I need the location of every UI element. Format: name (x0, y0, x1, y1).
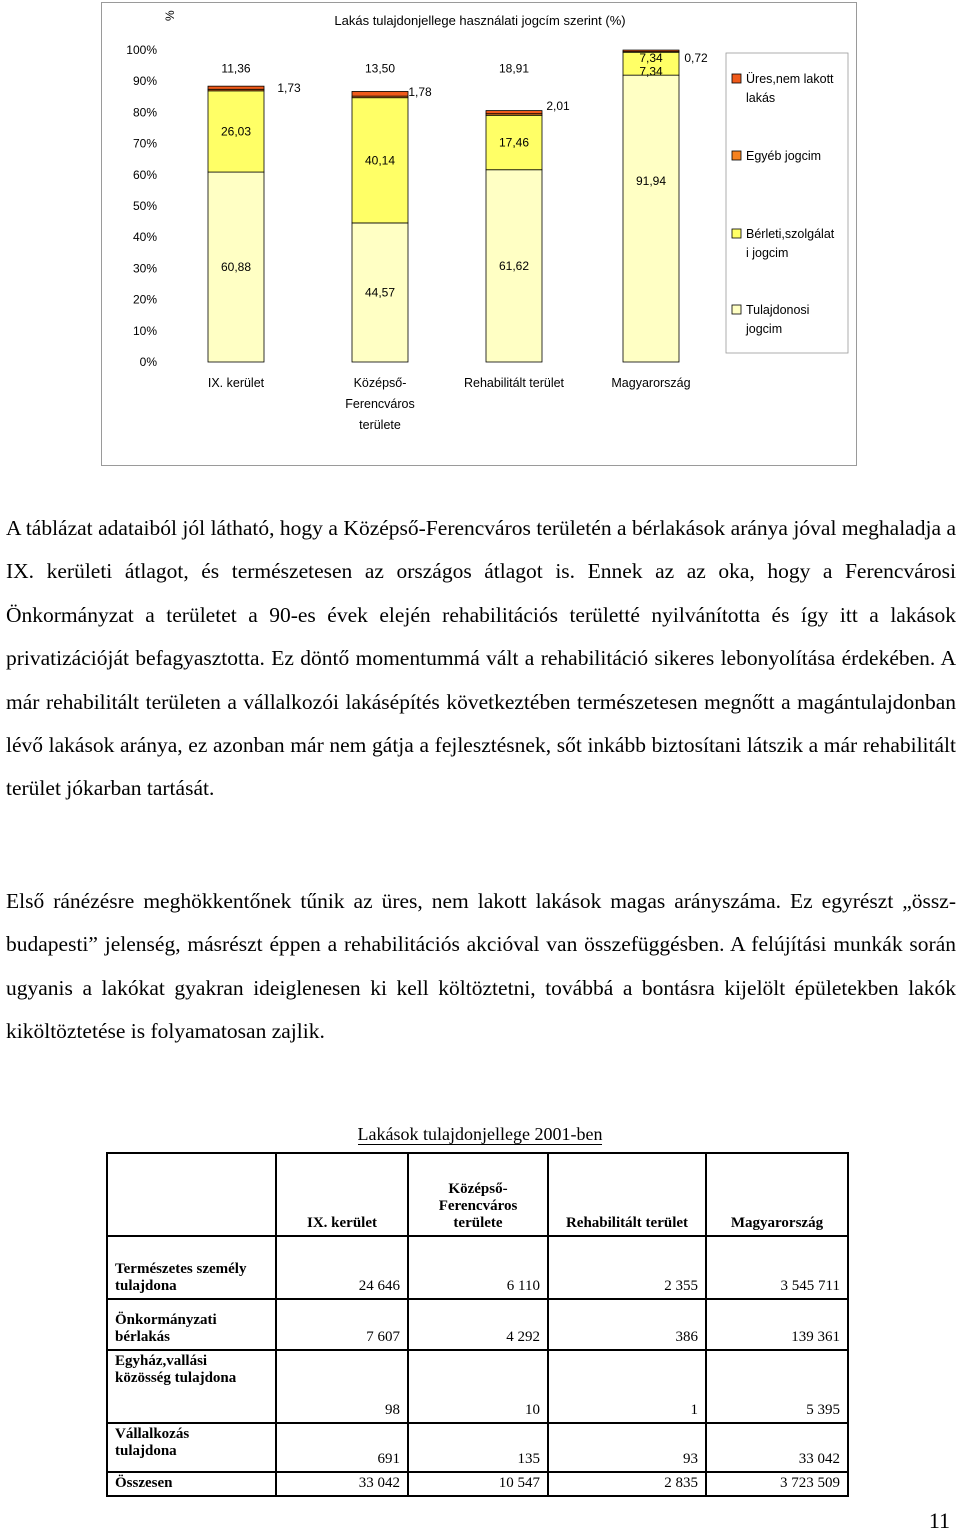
row-label-line1: Vállalkozás (115, 1426, 190, 1442)
cell-rehab: 93 (548, 1423, 706, 1472)
side-data-label: 0,72 (684, 51, 708, 65)
col-header-kf-line2: Ferencváros (438, 1198, 518, 1214)
cell-kf: 4 292 (408, 1299, 548, 1350)
y-tick-label: 30% (132, 261, 157, 276)
table-total-row (107, 1472, 848, 1496)
row-label-line1: Természetes személy (115, 1261, 247, 1277)
col-header-kf-line3: területe (453, 1215, 503, 1231)
side-data-label: 1,78 (408, 85, 432, 99)
row-label-line1: Egyház,vallási (115, 1353, 208, 1369)
legend-label: Üres,nem lakott (746, 72, 834, 86)
x-tick-label: Középső- (353, 376, 407, 390)
row-label (107, 1423, 276, 1472)
col-header-ix: IX. kerület (276, 1153, 408, 1236)
table-header-row (107, 1153, 848, 1236)
y-tick-label: 70% (132, 136, 157, 151)
data-label: 18,91 (498, 61, 530, 76)
total-rehab: 2 835 (548, 1472, 706, 1496)
legend-label: Bérleti,szolgálat (746, 227, 835, 241)
total-kf: 10 547 (408, 1472, 548, 1496)
col-header-kf-line1: Középső- (448, 1181, 508, 1197)
y-tick-label: 10% (132, 323, 157, 338)
legend-label: Tulajdonosi (746, 303, 810, 317)
cell-kf: 10 (408, 1350, 548, 1423)
legend-label: lakás (746, 91, 776, 105)
legend-label: jogcim (746, 322, 783, 336)
row-label (107, 1299, 276, 1350)
x-tick-label: Rehabilitált terület (463, 376, 565, 390)
y-tick-label: 80% (132, 105, 157, 120)
row-label (107, 1350, 276, 1423)
data-label: 7,34 (639, 64, 663, 79)
side-data-label: 1,73 (277, 81, 301, 95)
y-tick-label: 60% (132, 167, 157, 182)
cell-hu: 3 545 711 (706, 1236, 848, 1299)
cell-ix: 691 (276, 1423, 408, 1472)
data-label: 40,14 (364, 153, 396, 168)
x-tick-label: területe (359, 418, 401, 432)
y-tick-label: 0% (139, 355, 157, 369)
cell-ix: 24 646 (276, 1236, 408, 1299)
cell-hu: 139 361 (706, 1299, 848, 1350)
cell-ix: 98 (276, 1350, 408, 1423)
table-row (107, 1236, 848, 1299)
data-label: 44,57 (364, 285, 396, 300)
legend-label: i jogcim (746, 246, 789, 260)
ownership-table (106, 1152, 849, 1497)
legend-swatch (732, 305, 741, 314)
data-label: 61,62 (498, 258, 530, 273)
chart-title: Lakás tulajdonjellege használati jogcím szerint (%) (334, 13, 626, 28)
data-label: 60,88 (220, 260, 252, 275)
cell-rehab: 2 355 (548, 1236, 706, 1299)
col-header-rehab: Rehabilitált terület (548, 1153, 706, 1236)
table-row (107, 1350, 848, 1423)
table-title-text: Lakások tulajdonjellege 2001-ben (357, 1124, 603, 1144)
bar-segment (352, 91, 408, 96)
chart-y-axis-label: % (163, 10, 177, 21)
col-header-kf (408, 1153, 548, 1236)
row-label-line2: tulajdona (115, 1278, 177, 1294)
x-tick-label: Ferencváros (345, 397, 415, 411)
cell-rehab: 1 (548, 1350, 706, 1423)
total-label: Összesen (107, 1472, 276, 1496)
bar-segment (486, 111, 542, 114)
x-tick-label: Magyarország (611, 376, 691, 390)
paragraph-1: A táblázat adataiból jól látható, hogy a Középső-Ferencváros területén a bérlakások aránya jóval meghaladja a IX. kerületi átlagot, és természetesen az országos átlagot is. Ennek az az oka, hogy a Ferencvárosi Önkormányzat a területet a 90-es évek elején rehabilitációs területté nyilvánította és így itt a lakások privatizációját befagyasztotta. Ez döntő momentummá vált a rehabilitáció sikeres lebonyolítása érdekében. A már rehabilitált területen a vállalkozói lakásépítés következtében természetesen megnőtt a magántulajdonban lévő lakások aránya, ez azonban már nem gátja a fejlesztésnek, sőt inkább biztosítani látszik a már rehabilitált terület jókarban tartását. (6, 516, 956, 801)
row-label (107, 1236, 276, 1299)
x-tick-label: IX. kerület (207, 376, 265, 390)
data-label: 17,46 (498, 135, 530, 150)
data-label: 11,36 (221, 61, 251, 76)
y-tick-label: 40% (132, 230, 157, 245)
paragraph-2: Első ránézésre meghökkentőnek tűnik az üres, nem lakott lakások magas arányszáma. Ez egyrészt „össz-budapesti” jelenség, másrészt éppen a rehabilitációs akcióval van összefüggésben. A felújítási munkák során ugyanis a lakókat gyakran ideiglenesen ki kell költöztetni, továbbá a bontásra kijelölt épületekben lakók kiköltöztetése is folyamatosan zajlik. (6, 889, 956, 1044)
legend-swatch (732, 151, 741, 160)
legend-swatch (732, 229, 741, 238)
table-row (107, 1423, 848, 1472)
y-tick-label: 100% (126, 43, 157, 57)
table-title (0, 1124, 960, 1145)
table-row (107, 1299, 848, 1350)
bar-segment (623, 75, 679, 362)
row-label-line2: tulajdona (115, 1443, 177, 1459)
cell-kf: 6 110 (408, 1236, 548, 1299)
data-label: 7,34 (639, 50, 663, 65)
cell-rehab: 386 (548, 1299, 706, 1350)
data-label: 26,03 (220, 124, 252, 139)
cell-kf: 135 (408, 1423, 548, 1472)
side-data-label: 2,01 (546, 99, 570, 113)
stacked-bar-chart (0, 0, 960, 470)
data-label: 13,50 (364, 61, 396, 76)
total-hu: 3 723 509 (706, 1472, 848, 1496)
legend-swatch (732, 74, 741, 83)
row-label-line1: Önkormányzati (115, 1312, 217, 1328)
table-corner-cell (107, 1153, 276, 1236)
y-tick-label: 20% (132, 292, 157, 307)
data-label: 91,94 (635, 174, 667, 189)
cell-hu: 5 395 (706, 1350, 848, 1423)
total-ix: 33 042 (276, 1472, 408, 1496)
cell-hu: 33 042 (706, 1423, 848, 1472)
row-label-line2: bérlakás (115, 1329, 171, 1345)
page-number: 11 (928, 1508, 950, 1533)
bar-segment (208, 86, 264, 89)
legend-label: Egyéb jogcim (746, 149, 822, 163)
y-tick-label: 50% (132, 199, 157, 213)
y-tick-label: 90% (132, 74, 157, 89)
cell-ix: 7 607 (276, 1299, 408, 1350)
row-label-line2: közösség tulajdona (115, 1370, 237, 1386)
col-header-hu: Magyarország (706, 1153, 848, 1236)
